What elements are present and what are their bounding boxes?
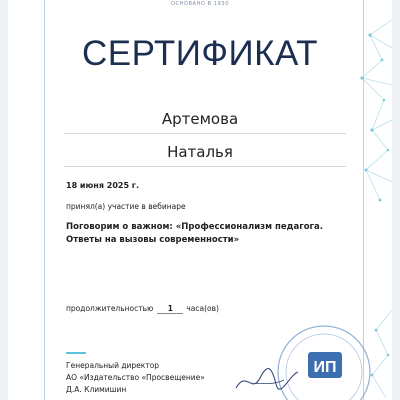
duration-value: 1 <box>157 304 183 314</box>
recipient-given-name: Наталья <box>167 143 233 161</box>
seal-logo-text: ИП <box>313 359 337 376</box>
founded-caption: ОСНОВАНО В 1930 <box>170 1 229 7</box>
surname-underline <box>64 133 346 134</box>
signatory-company: АО «Издательство «Просвещение» <box>66 373 205 382</box>
webinar-title: Поговорим о важном: «Профессионализм педагога. Ответы на вызовы современности» <box>66 222 323 245</box>
accent-bar <box>66 352 86 354</box>
certificate-sheet <box>8 0 392 400</box>
publisher-logo-icon <box>308 352 342 378</box>
recipient-surname: Артемова <box>161 110 239 128</box>
signatory-block <box>66 360 205 396</box>
signatory-name: Д.А. Климишин <box>66 385 127 394</box>
signature-mark <box>232 364 302 394</box>
event-date: 18 июня 2025 г. <box>66 181 140 190</box>
given-name-underline <box>64 166 346 167</box>
duration-line <box>66 304 219 314</box>
duration-label: продолжительностью <box>66 304 154 313</box>
participation-text: принял(а) участие в вебинаре <box>66 202 186 211</box>
signatory-position: Генеральный директор <box>66 361 160 370</box>
duration-unit: часа(ов) <box>186 304 219 313</box>
certificate-title: СЕРТИФИКАТ <box>81 34 319 73</box>
